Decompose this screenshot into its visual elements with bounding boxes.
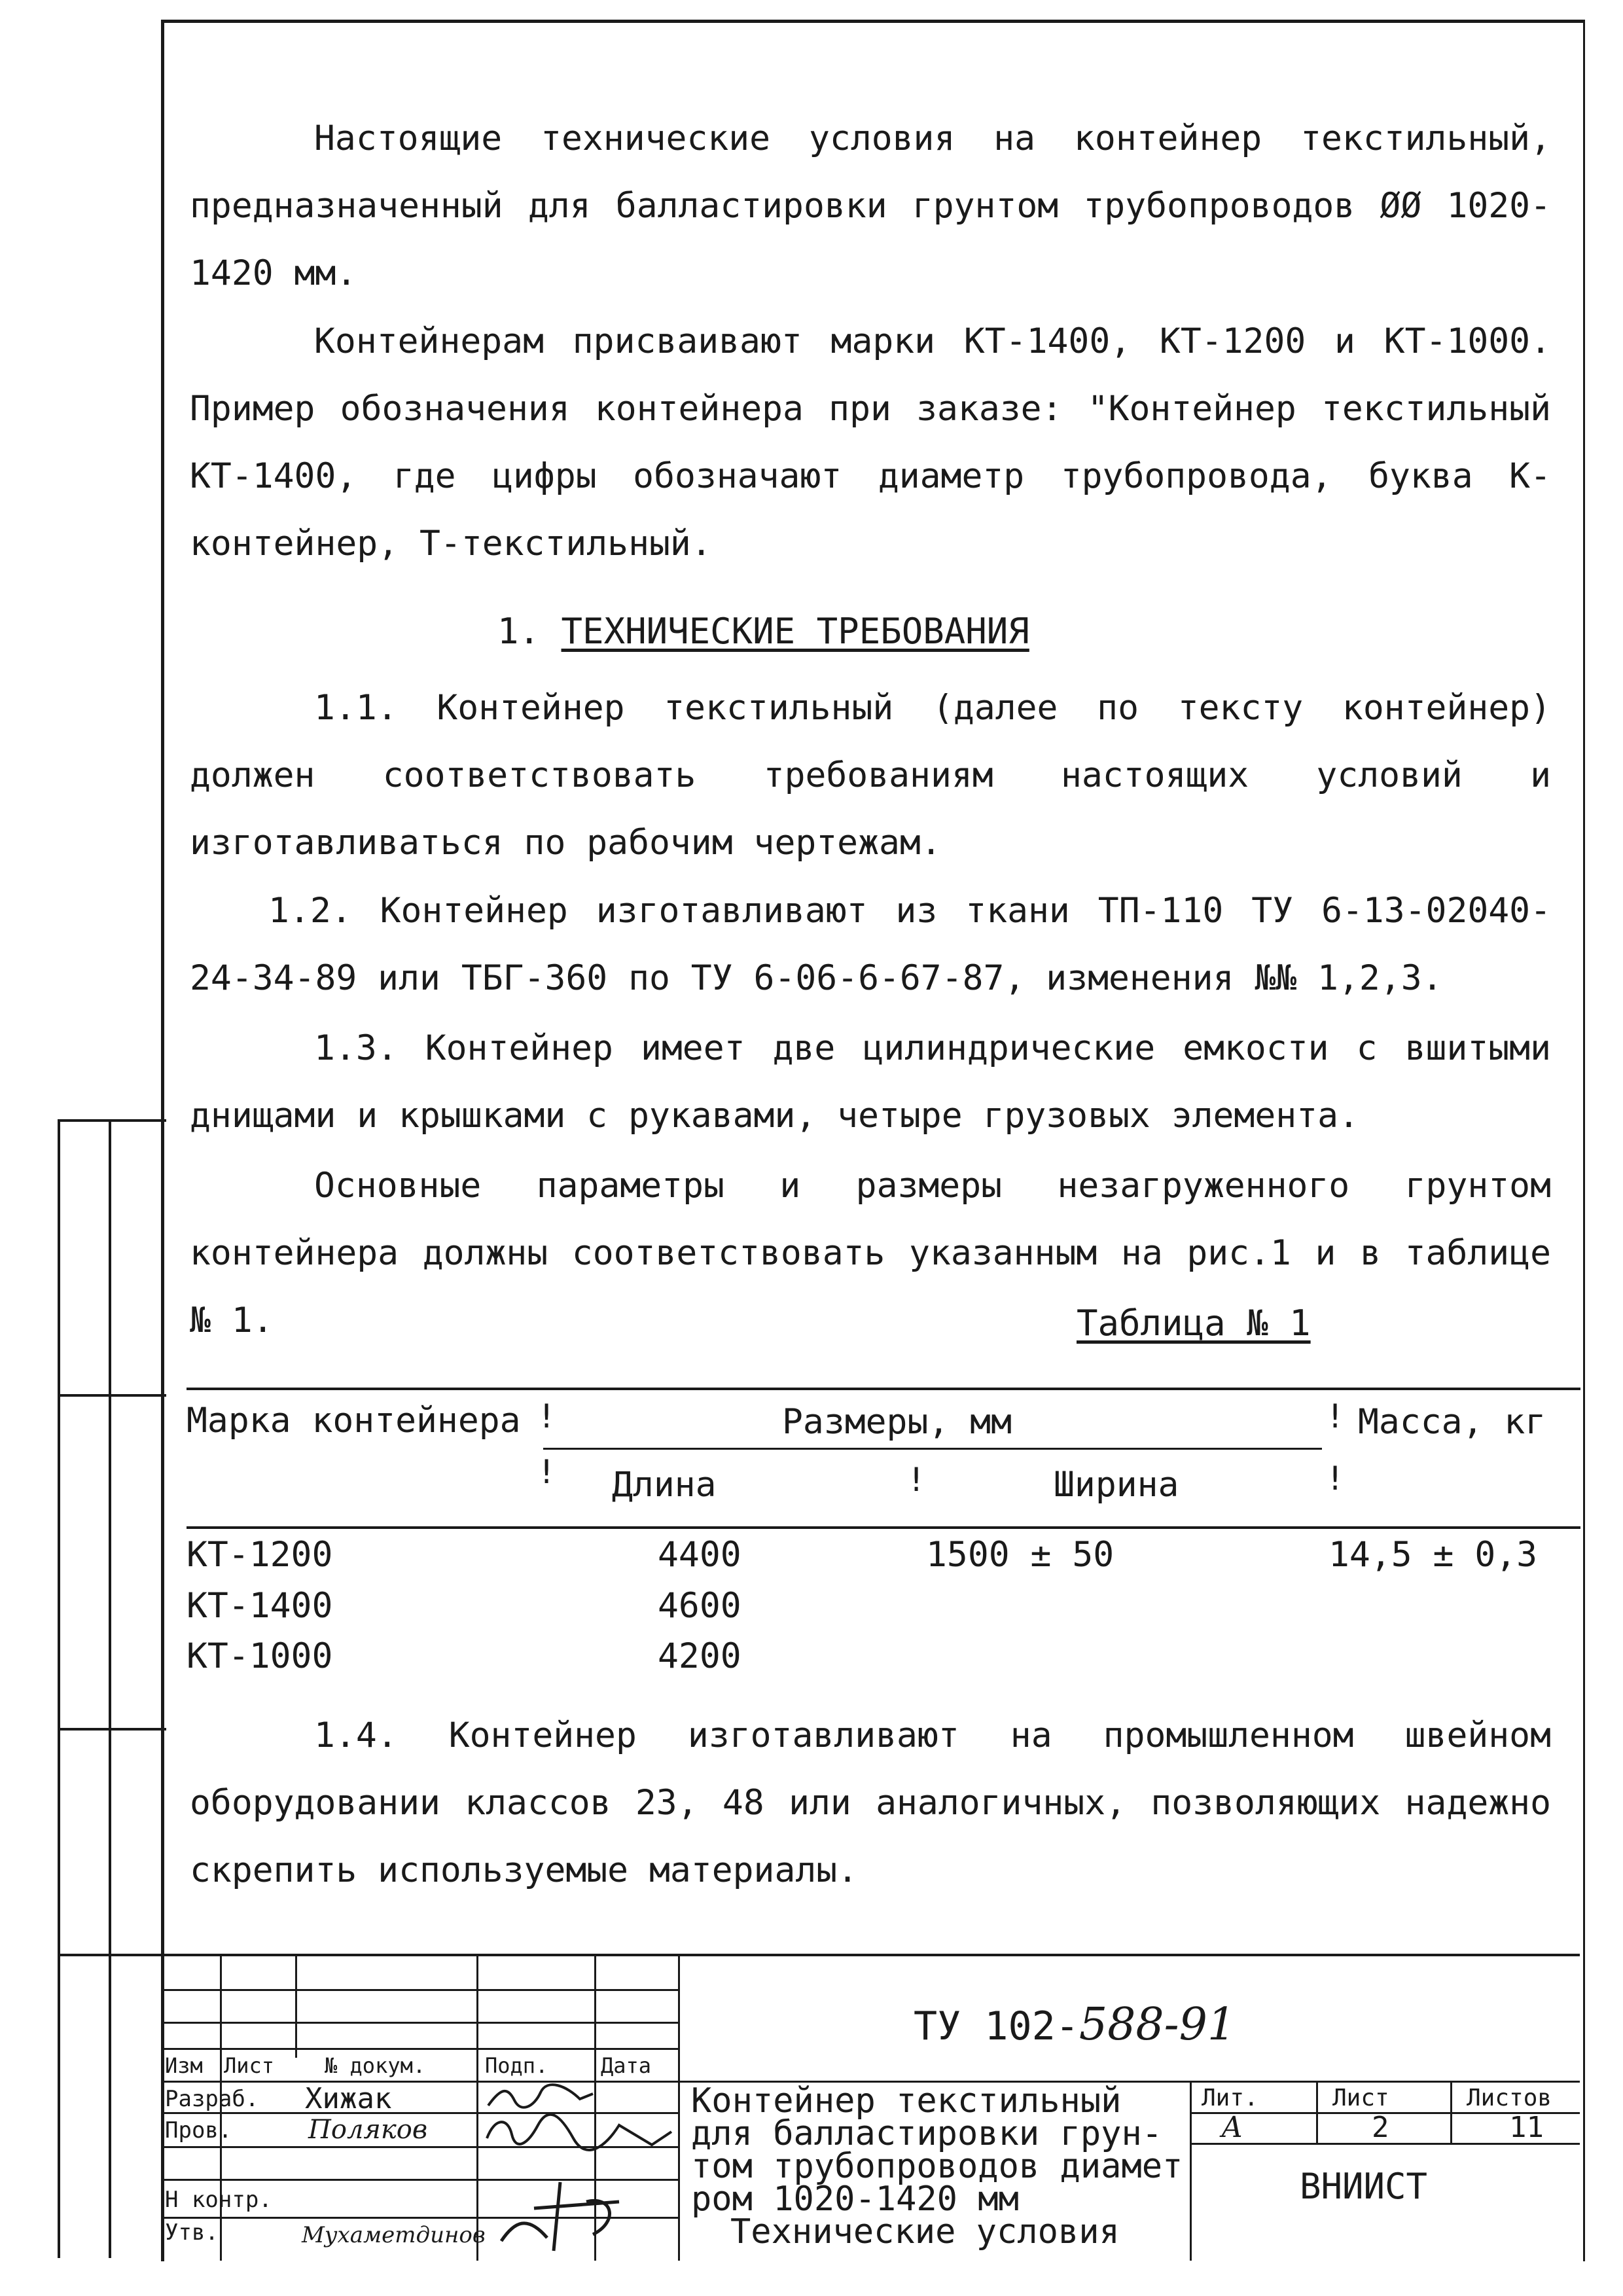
label-norm-control: Н контр. xyxy=(165,2187,272,2213)
row-1-mass: 14,5 ± 0,3 xyxy=(1329,1535,1538,1575)
clause-1-4: 1.4. Контейнер изготавливают на промышленном швейном оборудовании классов 23, 48 или аналогичных, позволяющих надежно скрепить используемые материалы. xyxy=(190,1715,1551,1890)
signature-approver xyxy=(488,2176,632,2254)
approver-name: Мухаметдинов xyxy=(302,2222,486,2248)
label-izm: Изм xyxy=(165,2053,203,2078)
table-caption: Таблица № 1 xyxy=(1077,1302,1311,1344)
clause-1-3: 1.3. Контейнер имеет две цилиндрические емкости с вшитыми днищами и крышками с рукавами, четыре грузовых элемента. xyxy=(190,1028,1551,1136)
header-width: Ширина xyxy=(1054,1465,1179,1505)
header-sizes: Размеры, мм xyxy=(782,1402,1012,1442)
header-mass: Масса, кг xyxy=(1358,1402,1546,1442)
label-checked: Пров. xyxy=(165,2117,232,2144)
intro-paragraph-1: Настоящие технические условия на контейнер текстильный, предназначенный для балластировки грунтом трубопроводов ØØ 1020-1420 мм. xyxy=(190,118,1551,293)
section-number: 1. xyxy=(497,611,541,652)
document-number: ТУ 102-588-91 xyxy=(914,1999,1236,2051)
label-lit: Лит. xyxy=(1202,2085,1258,2111)
clause-1-3-params: Основные параметры и размеры незагруженного грунтом контейнера должны соответствовать указанным на рис.1 и в таблице № 1. xyxy=(190,1166,1551,1340)
label-sheets: Листов xyxy=(1467,2085,1552,2111)
section-title: ТЕХНИЧЕСКИЕ ТРЕБОВАНИЯ xyxy=(561,611,1029,652)
row-1-length: 4400 xyxy=(658,1535,741,1575)
label-approved: Утв. xyxy=(165,2219,219,2246)
header-length: Длина xyxy=(612,1465,717,1505)
title-block xyxy=(161,1954,1580,2261)
row-1-brand: КТ-1200 xyxy=(187,1535,333,1575)
row-2-brand: КТ-1400 xyxy=(187,1586,333,1626)
developer-name: Хижак xyxy=(305,2082,392,2115)
sheet-value: 2 xyxy=(1372,2111,1389,2144)
label-developed: Разраб. xyxy=(165,2086,259,2112)
label-date: Дата xyxy=(601,2053,652,2078)
binding-margin-strip xyxy=(58,1119,166,2258)
label-sign: Подп. xyxy=(485,2053,548,2078)
label-sheet: Лист xyxy=(1332,2085,1389,2111)
clause-1-1: 1.1. Контейнер текстильный (далее по тексту контейнер) должен соответствовать требованиям настоящих условий и изготавливаться по рабочим чертежам. xyxy=(190,688,1551,863)
header-brand: Марка контейнера xyxy=(187,1401,521,1441)
row-2-length: 4600 xyxy=(658,1586,741,1626)
clause-1-2: 1.2. Контейнер изготавливают из ткани ТП-110 ТУ 6-13-02040-24-34-89 или ТБГ-360 по ТУ 6-06-6-67-87, изменения №№ 1,2,3. xyxy=(190,891,1551,998)
signature-checker xyxy=(482,2112,678,2151)
row-1-width: 1500 ± 50 xyxy=(926,1535,1115,1575)
section-heading xyxy=(497,605,1029,658)
sheets-value: 11 xyxy=(1509,2111,1544,2144)
lit-value: А xyxy=(1221,2111,1243,2144)
signature-developer xyxy=(482,2081,599,2113)
organization: ВНИИСТ xyxy=(1300,2166,1428,2207)
document-title: Контейнер текстильный для балластировки грун- том трубопроводов диамет ром 1020-1420 мм Технические условия xyxy=(691,2081,1183,2251)
row-3-length: 4200 xyxy=(658,1636,741,1676)
label-list: Лист xyxy=(224,2053,275,2078)
label-doc-no: № докум. xyxy=(325,2053,426,2078)
intro-paragraph-2: Контейнерам присваивают марки КТ-1400, КТ-1200 и КТ-1000. Пример обозначения контейнера при заказе: "Контейнер текстильный КТ-1400, где цифры обозначают диаметр трубопровода, буква К-контейнер, Т-текстильный. xyxy=(190,321,1551,564)
row-3-brand: КТ-1000 xyxy=(187,1636,333,1676)
parameters-table: Марка контейнера Размеры, мм Длина Ширина Масса, кг ! ! ! ! ! КТ-1200 4400 1500 ± 50 14,5 ± 0,3 КТ-1400 4600 КТ-1000 4200 xyxy=(187,1388,1580,1702)
checker-name: Поляков xyxy=(308,2115,428,2145)
